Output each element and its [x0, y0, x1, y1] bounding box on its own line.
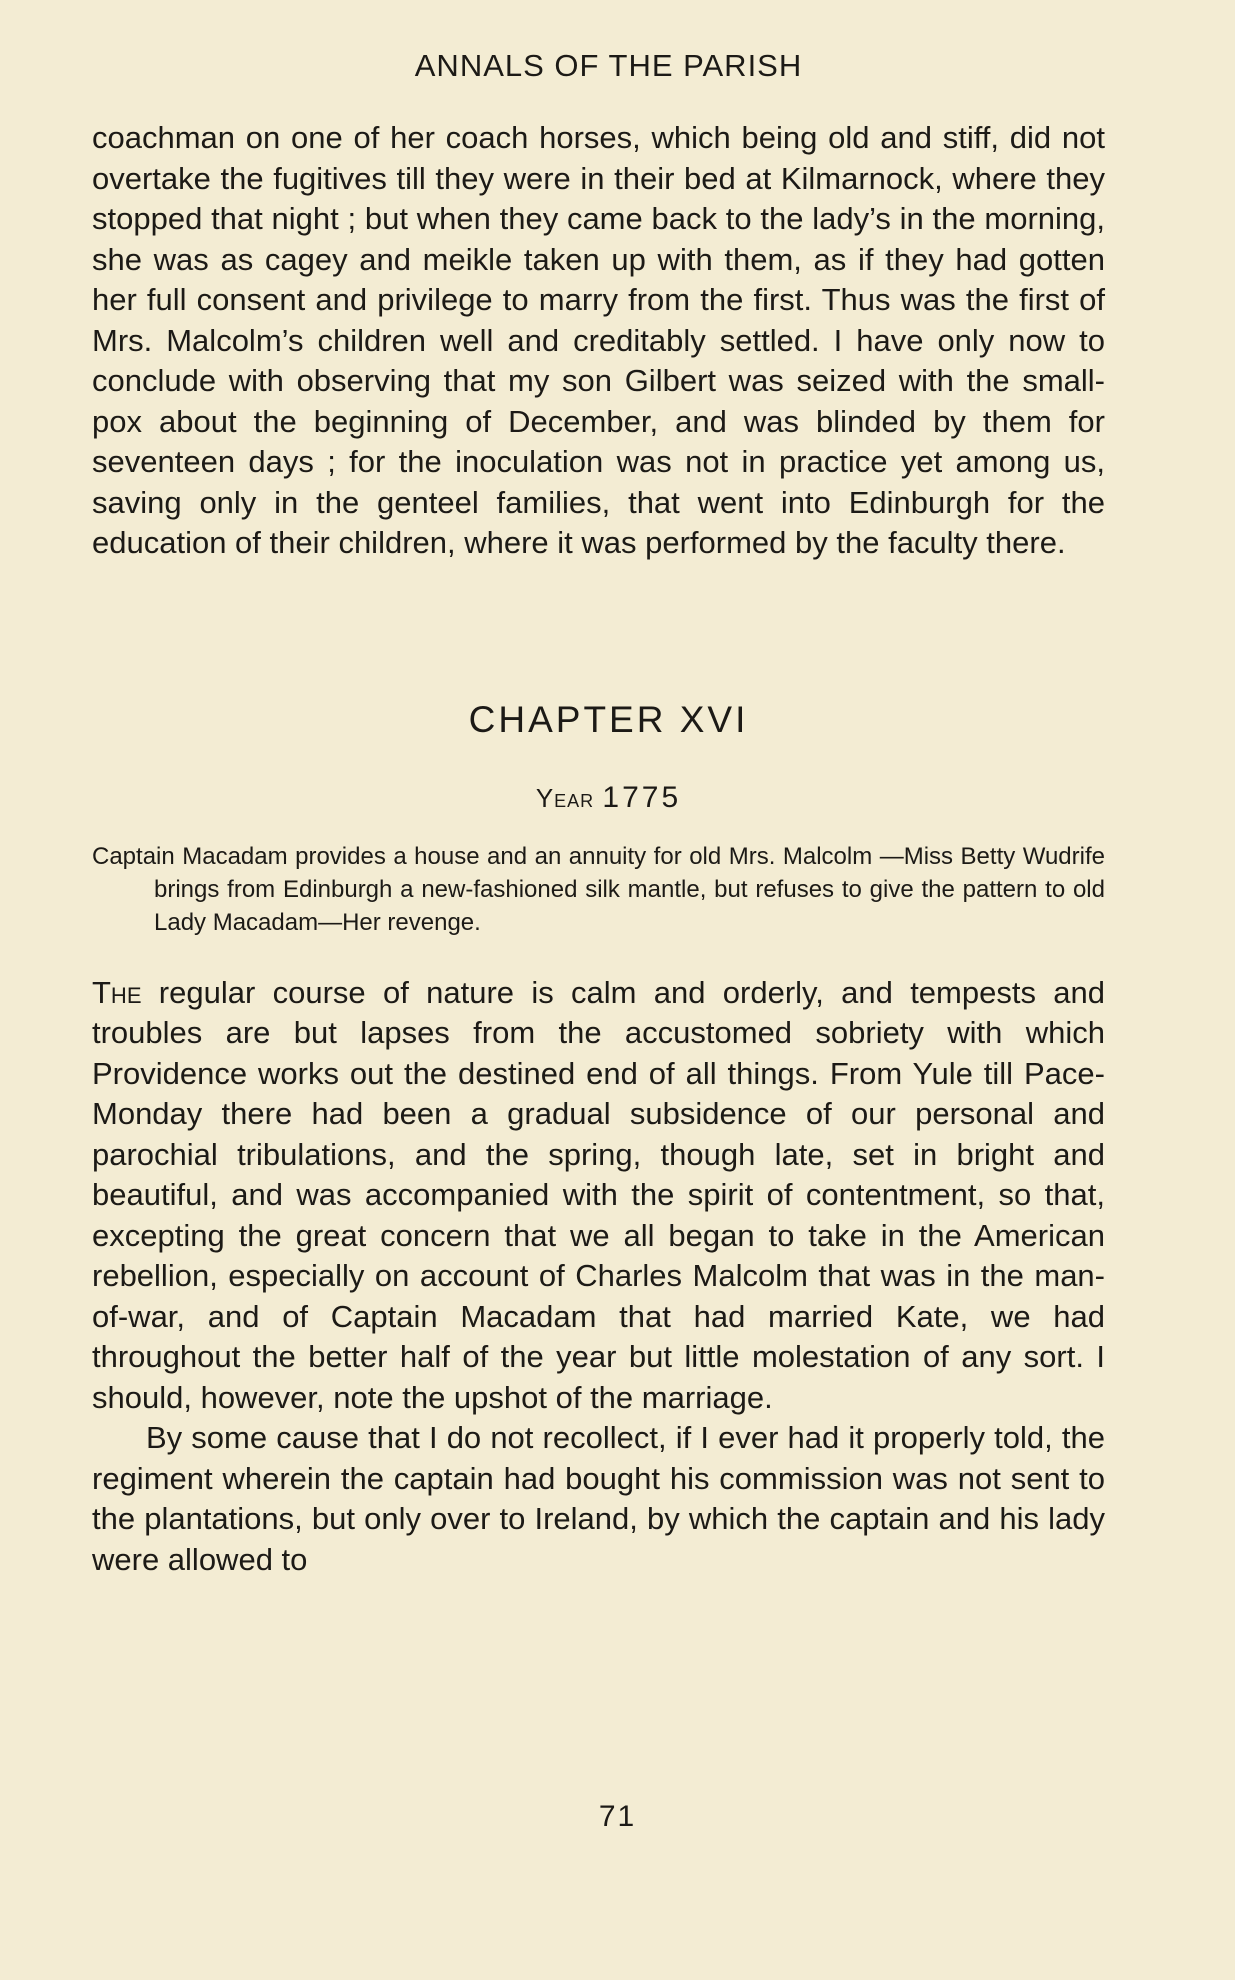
chapter-body	[92, 973, 1105, 1581]
chapter-synopsis: Captain Macadam provides a house and an annuity for old Mrs. Malcolm —Miss Betty Wudrife brings from Edinburgh a new-fashioned silk mantle, but refuses to give the pattern to old Lady Macadam—Her revenge.	[92, 842, 1105, 936]
body-paragraph-1	[92, 973, 1105, 1419]
chapter-title: CHAPTER XVI	[468, 698, 749, 740]
paragraph-1-text: regular course of nature is calm and orderly, and tempests and troubles are but lapses from the accustomed sobriety with which Providence works out the destined end of all things. From Yule till Pace-Monday there had been a gradual subsidence of our personal and parochial tribulations, and the spring, though late, set in bright and beautiful, and was accompanied with the spirit of contentment, so that, excepting the great concern that we all began to take in the American rebellion, especially on account of Charles Malcolm that was in the man-of-war, and of Captain Macadam that had married Kate, we had throughout the better half of the year but little molestation of any sort. I should, however, note the upshot of the marriage.	[92, 974, 1105, 1415]
lead-word: The	[92, 974, 142, 1010]
page-number: 71	[598, 1800, 637, 1833]
year-label: Year	[535, 782, 595, 813]
continued-paragraph: coachman on one of her coach horses, which being old and stiff, did not overtake the fugitives till they were in their bed at Kilmarnock, where they stopped that night ; but when they came back to the lady’s in the morning, she was as cagey and meikle taken up with them, as if they had gotten her full consent and privilege to marry from the first. Thus was the first of Mrs. Malcolm’s children well and creditably settled. I have only now to conclude with observing that my son Gilbert was seized with the small-pox about the beginning of December, and was blinded by them for seventeen days ; for the inoculation was not in practice yet among us, saving only in the genteel families, that went into Edinburgh for the education of their children, where it was performed by the faculty there.	[92, 120, 1105, 560]
running-head: ANNALS OF THE PARISH	[414, 48, 803, 83]
year-number: 1775	[602, 780, 682, 814]
chapter-year	[112, 778, 1105, 818]
book-page	[92, 40, 1105, 1580]
body-paragraph-2: By some cause that I do not recollect, if I ever had it properly told, the regiment wherein the captain had bought his commission was not sent to the plantations, but only over to Ireland, by which the captain and his lady were allowed to	[92, 1420, 1105, 1577]
